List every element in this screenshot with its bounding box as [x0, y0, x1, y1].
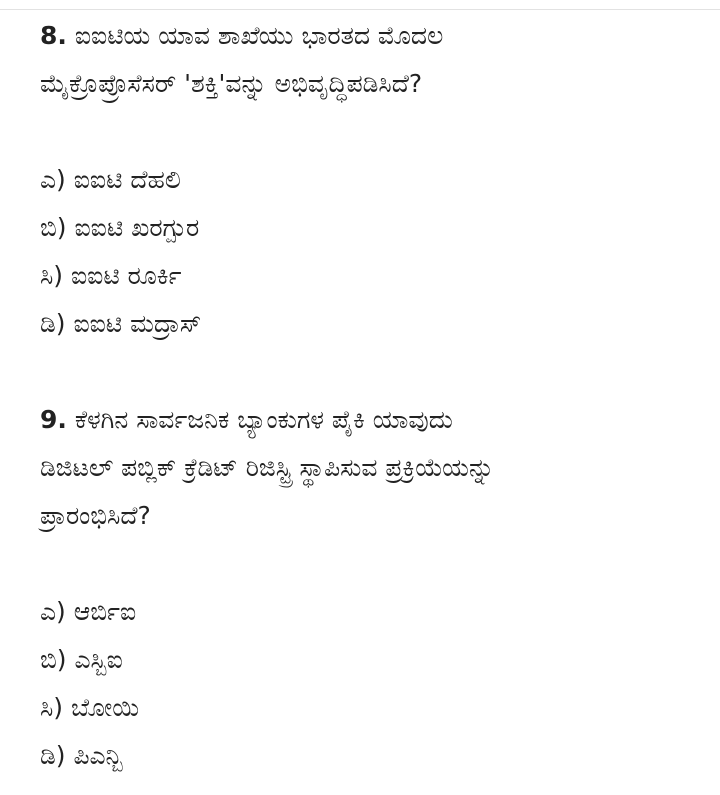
question-line: ಮೈಕ್ರೊಪ್ರೊಸೆಸರ್ 'ಶಕ್ತಿ'ವನ್ನು ಅಭಿವೃದ್ಧಿಪಡಿಸಿದೆ? [40, 69, 423, 98]
option-d: ಡಿ) ಐಐಟಿ ಮದ್ರಾಸ್ [40, 309, 202, 338]
question-line: ಡಿಜಿಟಲ್ ಪಬ್ಲಿಕ್ ಕ್ರೆಡಿಟ್ ರಿಜಿಸ್ಟ್ರಿ ಸ್ಥಾಪಿಸುವ ಪ್ರಕ್ರಿಯೆಯನ್ನು [40, 453, 495, 482]
spacer [40, 540, 700, 588]
question-number: 8. [40, 21, 67, 50]
question-line: ಪ್ರಾರಂಭಿಸಿದೆ? [40, 501, 151, 530]
question-text-continued [40, 492, 700, 540]
spacer [40, 108, 700, 156]
question-text-continued [40, 444, 700, 492]
question-text [40, 396, 700, 444]
option-a: ಎ) ಐಐಟಿ ದೆಹಲಿ [40, 165, 181, 194]
question-number: 9. [40, 405, 67, 434]
answer-options [40, 156, 700, 348]
option-a: ಎ) ಆರ್ಬಿಐ [40, 597, 137, 626]
spacer [40, 348, 700, 396]
question-9 [40, 396, 700, 780]
option-c: ಸಿ) ಐಐಟಿ ರೂರ್ಕಿ [40, 261, 182, 290]
question-8 [40, 12, 700, 348]
option-b: ಬಿ) ಐಐಟಿ ಖರಗ್ಪುರ [40, 213, 200, 242]
answer-options [40, 588, 700, 780]
top-divider [0, 9, 720, 10]
question-line: ಐಐಟಿಯ ಯಾವ ಶಾಖೆಯು ಭಾರತದ ಮೊದಲ [74, 21, 444, 50]
option-d: ಡಿ) ಪಿಎನ್ಬಿ [40, 741, 123, 770]
question-line: ಕೆಳಗಿನ ಸಾರ್ವಜನಿಕ ಬ್ಯಾಂಕುಗಳ ಪೈಕಿ ಯಾವುದು [74, 405, 453, 434]
question-text-continued [40, 60, 700, 108]
question-text [40, 12, 700, 60]
quiz-content [40, 12, 700, 780]
option-b: ಬಿ) ಎಸ್ಬಿಐ [40, 645, 123, 674]
option-c: ಸಿ) ಬೋಯಿ [40, 693, 140, 722]
